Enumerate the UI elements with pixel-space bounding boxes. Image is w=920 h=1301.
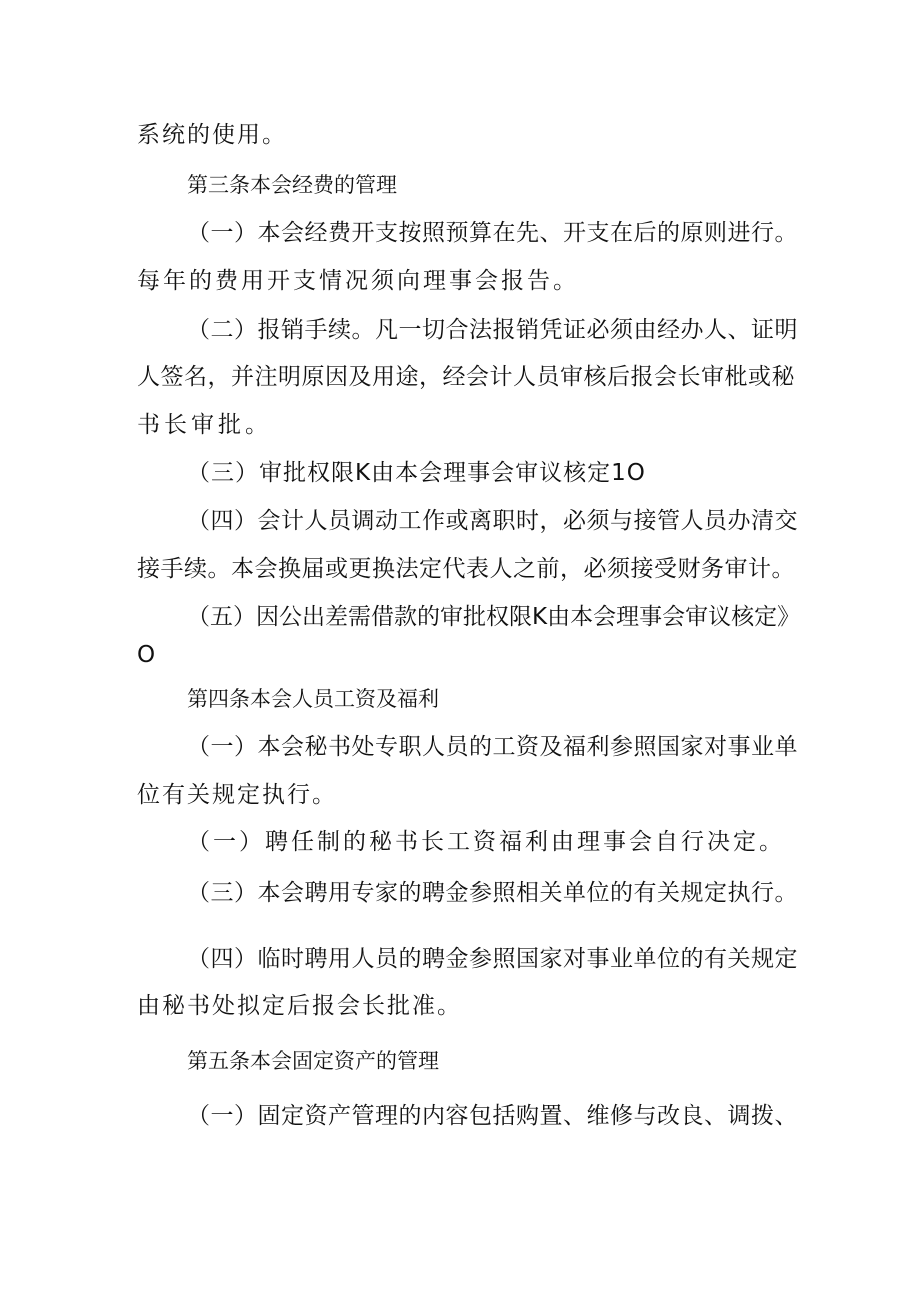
text-line: （一）本会经费开支按照预算在先、开支在后的原则进行。: [187, 220, 798, 246]
section-heading: 第三条本会经费的管理: [187, 173, 397, 197]
text-line: （一）本会秘书处专职人员的工资及福利参照国家对事业单: [187, 734, 798, 760]
text-line: 书长审批。: [137, 412, 272, 438]
text-line: （三）本会聘用专家的聘金参照相关单位的有关规定执行。: [187, 880, 798, 906]
text-line: 接手续。本会换届或更换法定代表人之前，必须接受财务审计。: [137, 556, 795, 582]
section-heading: 第五条本会固定资产的管理: [187, 1049, 439, 1073]
text-line: （一）固定资产管理的内容包括购置、维修与改良、调拨、: [187, 1103, 798, 1129]
text-line: 系统的使用。: [137, 122, 287, 148]
text-line: （五）因公出差需借款的审批权限K由本会理事会审议核定》: [187, 604, 801, 630]
text-line: （二）报销手续。凡一切合法报销凭证必须由经办人、证明: [187, 317, 798, 343]
text-line: （四）临时聘用人员的聘金参照国家对事业单位的有关规定: [187, 946, 798, 972]
text-line: （四）会计人员调动工作或离职时，必须与接管人员办清交: [187, 508, 798, 534]
text-line: （一）聘任制的秘书长工资福利由理事会自行决定。: [187, 829, 785, 855]
text-line: O: [137, 642, 156, 668]
text-line: 每年的费用开支情况须向理事会报告。: [137, 268, 579, 294]
text-line: 位有关规定执行。: [137, 782, 337, 808]
text-line: 人签名，并注明原因及用途，经会计人员审核后报会长审枇或秘: [137, 364, 795, 390]
section-heading: 第四条本会人员工资及福利: [187, 687, 439, 711]
text-line: （三）审批权限K由本会理事会审议核定1O: [187, 460, 646, 486]
text-line: 由秘书处拟定后报会长批准。: [137, 993, 462, 1019]
